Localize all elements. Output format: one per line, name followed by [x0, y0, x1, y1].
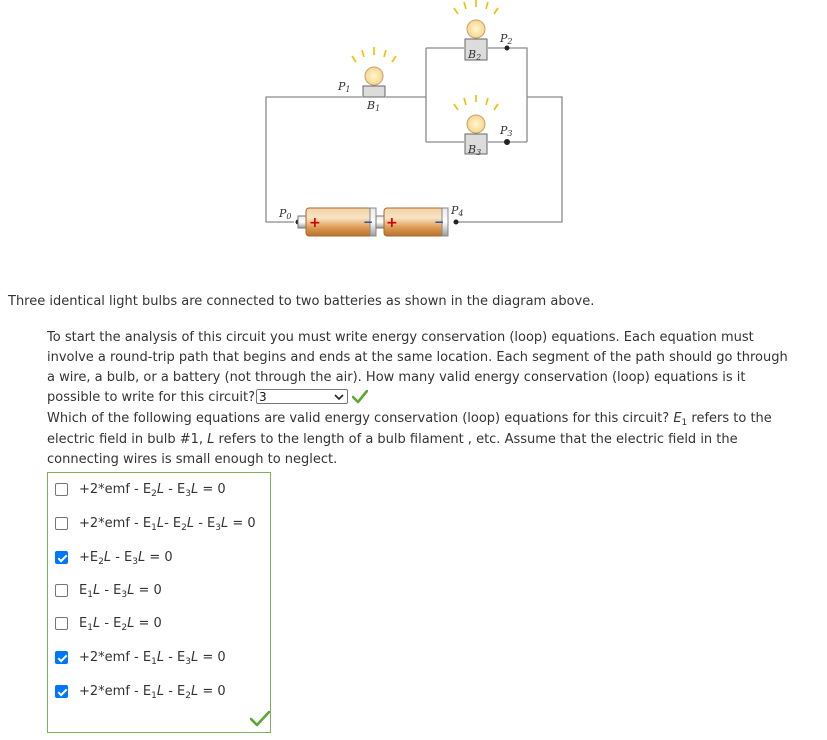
question-1-text: To start the analysis of this circuit you must write energy conservation (loop) equations. Each equation must involve a round-trip path that begins and ends at the same location. Each segment of the path should go through a wire, a bulb, or a battery (not through the air). How many valid energy conservation (loop) equations is it possible to write for this circuit? [47, 330, 788, 405]
question-1 [47, 328, 797, 408]
intro-text: Three identical light bulbs are connected to two batteries as shown in the diagram above. [8, 294, 595, 309]
loop-count-select[interactable] [256, 389, 348, 404]
svg-text:P4: P4 [451, 204, 464, 218]
correct-check-icon [250, 711, 270, 727]
choice-checkbox[interactable] [55, 551, 68, 564]
svg-text:B1: B1 [367, 99, 381, 113]
choice-option[interactable] [55, 650, 226, 665]
choice-label: $+2*emf - E_2L - E_3L = 0$ [79, 482, 226, 499]
choice-option[interactable] [55, 516, 256, 531]
choice-option[interactable] [55, 684, 226, 699]
choice-label: $+2*emf - E_1L - E_3L = 0$ [79, 650, 226, 667]
svg-text:−: − [363, 215, 374, 229]
svg-text:+: + [386, 215, 398, 231]
svg-text:B3: B3 [468, 143, 482, 157]
choices-group [47, 472, 271, 733]
chevron-down-icon [334, 393, 344, 401]
bulb-b1 [352, 47, 396, 97]
svg-text:P0: P0 [279, 207, 292, 221]
circuit-diagram [0, 0, 827, 290]
svg-text:P1: P1 [338, 80, 351, 94]
choice-option[interactable] [55, 616, 162, 631]
loop-count-value: 3 [259, 389, 267, 404]
choice-checkbox[interactable] [55, 651, 68, 664]
svg-text:+: + [309, 215, 321, 231]
choice-label: $+E_2L - E_3L = 0$ [79, 550, 173, 567]
choice-checkbox[interactable] [55, 517, 68, 530]
choice-label: $+2*emf - E_1L - E_2L = 0$ [79, 684, 226, 701]
choice-option[interactable] [55, 482, 226, 497]
question-2: Which of the following equations are valid energy conservation (loop) equations for this circuit? $E_1$ refers to the electric field in bulb #1, L refers to the length of a bulb filament , etc. Assume that the electric field in the connecting wires is small enough to neglect. [47, 411, 772, 467]
choice-label: $E_1L - E_2L = 0$ [79, 616, 162, 633]
svg-text:P3: P3 [500, 124, 513, 138]
correct-check-icon [352, 390, 368, 404]
svg-text:P2: P2 [500, 32, 513, 46]
choice-checkbox[interactable] [55, 685, 68, 698]
choice-checkbox[interactable] [55, 617, 68, 630]
choice-label: $+2*emf - E_1L-$ $E_2L - E_3L = 0$ [79, 516, 256, 533]
svg-text:−: − [434, 215, 445, 229]
svg-text:B2: B2 [468, 48, 482, 62]
choice-option[interactable] [55, 583, 162, 598]
choice-checkbox[interactable] [55, 483, 68, 496]
choice-checkbox[interactable] [55, 584, 68, 597]
choice-label: $E_1L - E_3L = 0$ [79, 583, 162, 600]
choice-option[interactable] [55, 550, 173, 565]
